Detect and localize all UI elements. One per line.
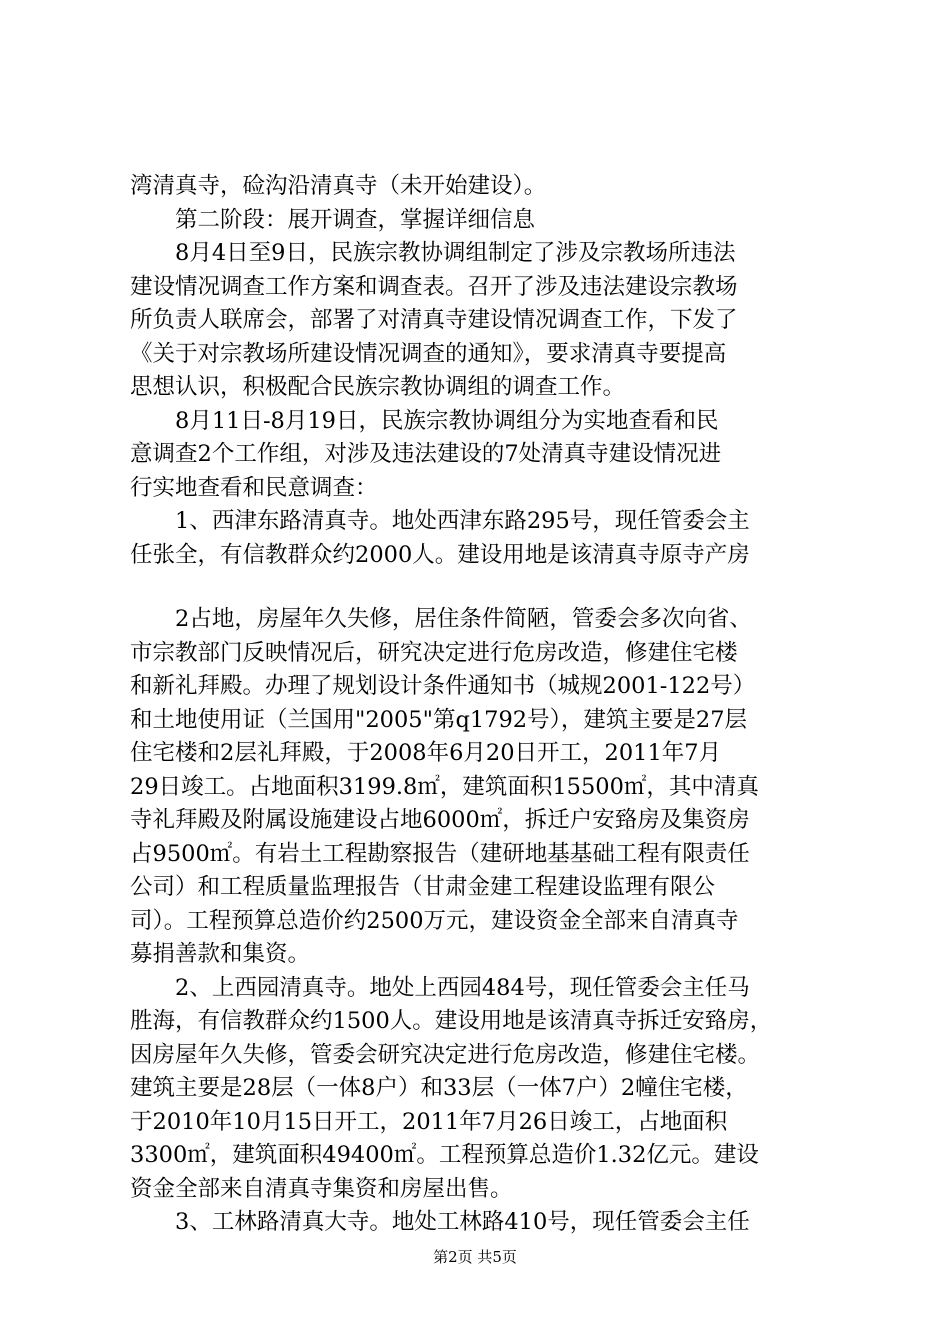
text-line: 于2010年10月15日开工，2011年7月26日竣工，占地面积: [130, 1109, 728, 1135]
text-line: 建筑主要是28层（一体8户）和33层（一体7户）2幢住宅楼，: [130, 1075, 748, 1101]
text-line: 《关于对宗教场所建设情况调查的通知》，要求清真寺要提高: [130, 341, 727, 367]
text-line: 任张全，有信教群众约2000人。建设用地是该清真寺原寺产房: [130, 542, 750, 568]
text-line: 湾清真寺，硷沟沿清真寺（未开始建设）。: [130, 173, 547, 199]
text-line: 行实地查看和民意调查：: [130, 475, 378, 501]
text-line: 市宗教部门反映情况后，研究决定进行危房改造，修建住宅楼: [130, 640, 738, 666]
text-line: 8月11日-8月19日，民族宗教协调组分为实地查看和民: [130, 408, 719, 434]
text-line: 占9500㎡。有岩土工程勘察报告（建研地基基础工程有限责任: [130, 841, 750, 867]
text-line: 寺礼拜殿及附属设施建设占地6000㎡，拆迁户安臵房及集资房: [130, 807, 750, 833]
text-line: 29日竣工。占地面积3199.8㎡，建筑面积15500㎡，其中清真: [130, 774, 759, 800]
text-line: 3、工林路清真大寺。地处工林路410号，现任管委会主任: [130, 1209, 750, 1235]
text-line: 住宅楼和2层礼拜殿，于2008年6月20日开工，2011年7月: [130, 740, 722, 766]
text-line: 和土地使用证（兰国用"2005"第q1792号），建筑主要是27层: [130, 707, 748, 733]
text-line: 2、上西园清真寺。地处上西园484号，现任管委会主任马: [130, 975, 750, 1001]
text-line: 胜海，有信教群众约1500人。建设用地是该清真寺拆迁安臵房，: [130, 1008, 773, 1034]
text-line: 和新礼拜殿。办理了规划设计条件通知书（城规2001-122号）: [130, 673, 756, 699]
text-line: 3300㎡，建筑面积49400㎡。工程预算总造价1.32亿元。建设: [130, 1142, 759, 1168]
text-line: 建设情况调查工作方案和调查表。召开了涉及违法建设宗教场: [130, 274, 738, 300]
text-line: 因房屋年久失修，管委会研究决定进行危房改造，修建住宅楼。: [130, 1042, 761, 1068]
text-line: 8月4日至9日，民族宗教协调组制定了涉及宗教场所违法: [130, 240, 736, 266]
text-line: 公司）和工程质量监理报告（甘肃金建工程建设监理有限公: [130, 874, 716, 900]
text-line: 思想认识，积极配合民族宗教协调组的调查工作。: [130, 374, 626, 400]
text-line: 司）。工程预算总造价约2500万元，建设资金全部来自清真寺: [130, 908, 739, 934]
text-line: 2占地，房屋年久失修，居住条件简陋，管委会多次向省、: [130, 606, 752, 632]
page-footer: 第2页 共5页: [433, 1248, 517, 1266]
text-line: 资金全部来自清真寺集资和房屋出售。: [130, 1176, 513, 1202]
text-line: 所负责人联席会，部署了对清真寺建设情况调查工作，下发了: [130, 307, 738, 333]
section-heading: 第二阶段：展开调查，掌握详细信息: [130, 207, 536, 233]
text-line: 1、西津东路清真寺。地处西津东路295号，现任管委会主: [130, 508, 750, 534]
text-line: 意调查2个工作组，对涉及违法建设的7处清真寺建设情况进: [130, 441, 722, 467]
text-line: 募捐善款和集资。: [130, 941, 311, 967]
